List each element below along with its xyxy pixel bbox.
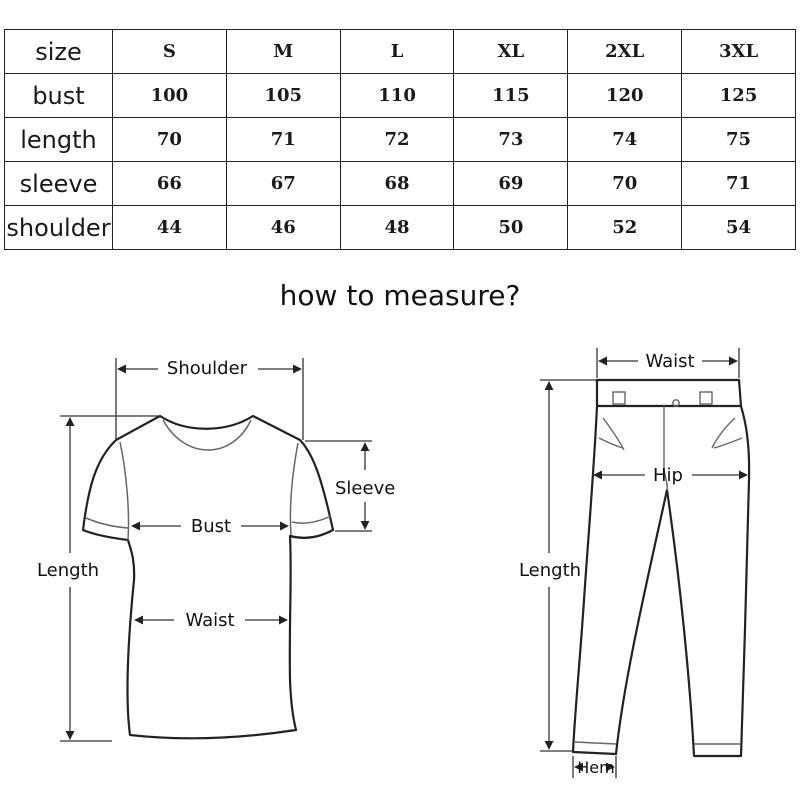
length-cell: 70 [113, 118, 227, 162]
bust-cell: 125 [682, 74, 796, 118]
length-cell: 74 [568, 118, 682, 162]
sleeve-cell: 71 [682, 162, 796, 206]
length-cell: 73 [454, 118, 568, 162]
size-cell: 2XL [568, 30, 682, 74]
shoulder-row-label: shoulder [5, 206, 113, 250]
bust-cell: 100 [113, 74, 227, 118]
sleeve-cell: 70 [568, 162, 682, 206]
bust-cell: 115 [454, 74, 568, 118]
length-cell: 71 [226, 118, 340, 162]
pants-waist-label: Waist [645, 351, 695, 372]
shoulder-cell: 46 [226, 206, 340, 250]
shirt-bust-label: Bust [190, 516, 232, 537]
shirt-sleeve-label: Sleeve [335, 478, 396, 499]
length-cell: 75 [682, 118, 796, 162]
pants-hip-label: Hip [653, 465, 683, 486]
shirt-length-label: Length [36, 560, 100, 581]
tshirt-outline [83, 416, 333, 738]
sleeve-cell: 68 [340, 162, 454, 206]
sleeve-row-label: sleeve [5, 162, 113, 206]
shoulder-cell: 48 [340, 206, 454, 250]
size-cell: L [340, 30, 454, 74]
pants-details [575, 392, 742, 744]
how-to-measure-heading: how to measure? [279, 279, 521, 312]
size-cell: XL [454, 30, 568, 74]
shoulder-cell: 54 [682, 206, 796, 250]
shoulder-cell: 52 [568, 206, 682, 250]
bust-row-label: bust [5, 74, 113, 118]
size-cell: S [113, 30, 227, 74]
length-cell: 72 [340, 118, 454, 162]
size-cell: 3XL [682, 30, 796, 74]
size-cell: M [226, 30, 340, 74]
bust-cell: 110 [340, 74, 454, 118]
pants-hem-label: Hem [577, 758, 615, 777]
shirt-shoulder-label: Shoulder [166, 358, 248, 379]
sleeve-cell: 69 [454, 162, 568, 206]
shoulder-cell: 50 [454, 206, 568, 250]
size-row-label: size [5, 30, 113, 74]
sleeve-cell: 66 [113, 162, 227, 206]
length-row-label: length [5, 118, 113, 162]
pants-length-label: Length [518, 560, 582, 581]
sleeve-cell: 67 [226, 162, 340, 206]
shoulder-cell: 44 [113, 206, 227, 250]
pants-outline [573, 380, 749, 756]
bust-cell: 105 [226, 74, 340, 118]
shirt-waist-label: Waist [185, 610, 235, 631]
bust-cell: 120 [568, 74, 682, 118]
